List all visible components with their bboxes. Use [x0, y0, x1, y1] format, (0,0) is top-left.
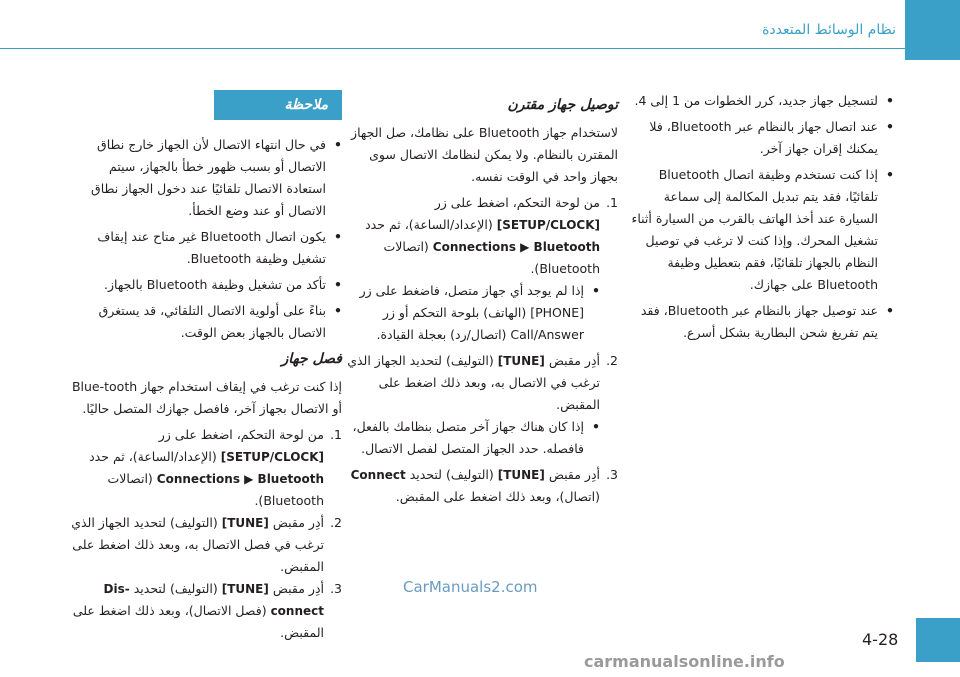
bullet-item: • إذا لم يوجد أي جهاز متصل، فاضغط على زر [PHONE] (الهاتف) بلوحة التحكم أو زر Call/Answer (اتصال/رد) بعجلة القيادة. [346, 280, 600, 346]
step-code: [TUNE] [497, 468, 545, 482]
note-label: ملاحظة [214, 90, 342, 120]
bullet-item: • إذا كان هناك جهاز آخر متصل بنظامك بالفعل، فافصله. حدد الجهاز المتصل لفصل الاتصال. [346, 416, 600, 460]
step-text: أدِر مقبض [544, 353, 600, 368]
step-code: [SETUP/CLOCK] [220, 450, 324, 464]
step-text: (التوليف) لتحديد [405, 467, 498, 482]
step-item [346, 192, 618, 280]
step-code: [TUNE] [221, 516, 269, 530]
page-number: 4-28 [862, 630, 899, 649]
step-code: [TUNE] [497, 354, 545, 368]
section-heading-connect: توصيل جهاز مقترن [507, 97, 618, 113]
step-text: (التوليف) لتحديد الجهاز الذي ترغب في الاتصال به، وبعد ذلك اضغط على المقبض. [347, 353, 600, 412]
step-code: Connections ▶ Bluetooth [156, 472, 324, 486]
bullet-item: • بناءً على أولوية الاتصال التلقائي، قد يستغرق الاتصال بالجهاز بعض الوقت. [70, 300, 342, 344]
header-tab [905, 0, 960, 60]
step-text: (اتصال)، وبعد ذلك اضغط على المقبض. [395, 489, 600, 504]
step-number: 3. [330, 581, 342, 596]
column-right [629, 90, 894, 348]
step-code: Connect [350, 468, 406, 482]
bullet-item: • عند اتصال جهاز بالنظام عبر Bluetooth، فلا يمكنك إقران جهاز آخر. [629, 116, 894, 160]
step-code: [TUNE] [221, 582, 269, 596]
step-text: أدِر مقبض [544, 467, 600, 482]
step-number: 3. [606, 467, 618, 482]
step-item [70, 424, 342, 512]
step-text: (فصل الاتصال)، وبعد ذلك اضغط على المقبض. [72, 603, 324, 640]
footer-url: carmanualsonline.info [584, 652, 785, 671]
step-text: (اتصالات Bluetooth). [107, 471, 324, 508]
section-heading-disconnect: فصل جهاز [281, 351, 342, 367]
step-item [346, 464, 618, 508]
watermark-text: CarManuals2.com [403, 578, 538, 596]
step-item [70, 512, 342, 578]
section-intro: لاستخدام جهاز Bluetooth على نظامك، صل الجهاز المقترن بالنظام. ولا يمكن لنظامك الاتصال سوى بجهاز واحد في الوقت نفسه. [351, 125, 618, 184]
step-number: 1. [606, 195, 618, 210]
step-text: أدِر مقبض [268, 515, 324, 530]
column-left [70, 90, 342, 644]
step-text: (الإعداد/الساعة)، ثم حدد [89, 449, 221, 464]
bullet-item: • لتسجيل جهاز جديد، كرر الخطوات من 1 إلى 4. [629, 90, 894, 112]
bullet-item: • في حال انتهاء الاتصال لأن الجهاز خارج نطاق الاتصال أو بسبب ظهور خطأ بالجهاز، سيتم استعادة الاتصال تلقائيًا عند دخول الجهاز نطاق الاتصال أو عند وضع الخطأ. [70, 134, 342, 222]
column-middle [346, 90, 618, 508]
step-text: من لوحة التحكم، اضغط على زر [158, 427, 324, 442]
step-number: 1. [330, 427, 342, 442]
bullet-item: • تأكد من تشغيل وظيفة Bluetooth بالجهاز. [70, 274, 342, 296]
page-number-tab [916, 618, 960, 662]
step-item [346, 350, 618, 416]
step-text: من لوحة التحكم، اضغط على زر [434, 195, 600, 210]
step-number: 2. [330, 515, 342, 530]
section-intro: إذا كنت ترغب في إيقاف استخدام جهاز Blue-tooth أو الاتصال بجهاز آخر، فافصل جهازك المتصل حاليًا. [71, 379, 342, 416]
step-item [70, 578, 342, 644]
step-code: [SETUP/CLOCK] [496, 218, 600, 232]
step-text: (اتصالات Bluetooth). [383, 239, 600, 276]
step-text: (التوليف) لتحديد الجهاز الذي ترغب في فصل الاتصال به، وبعد ذلك اضغط على المقبض. [71, 515, 324, 574]
step-code: Connections ▶ Bluetooth [432, 240, 600, 254]
bullet-item: • إذا كنت تستخدم وظيفة اتصال Bluetooth تلقائيًا، فقد يتم تبديل المكالمة إلى سماعة السيارة عند أخذ الهاتف بالقرب من السيارة أثناء تشغيل المحرك. وإذا كنت لا ترغب في توصيل النظام بالجهاز تلقائيًا، فقم بتعطيل وظيفة Bluetooth على جهازك. [629, 164, 894, 296]
bullet-item: • يكون اتصال Bluetooth غير متاح عند إيقاف تشغيل وظيفة Bluetooth. [70, 226, 342, 270]
step-text: (التوليف) لتحديد [129, 581, 222, 596]
step-text: أدِر مقبض [268, 581, 324, 596]
bullet-item: • عند توصيل جهاز بالنظام عبر Bluetooth، فقد يتم تفريغ شحن البطارية بشكل أسرع. [629, 300, 894, 344]
page-header-title: نظام الوسائط المتعددة [762, 22, 896, 38]
step-text: (الإعداد/الساعة)، ثم حدد [365, 217, 497, 232]
step-code: Dis-connect [103, 582, 324, 618]
step-number: 2. [606, 353, 618, 368]
header-divider [0, 48, 905, 49]
